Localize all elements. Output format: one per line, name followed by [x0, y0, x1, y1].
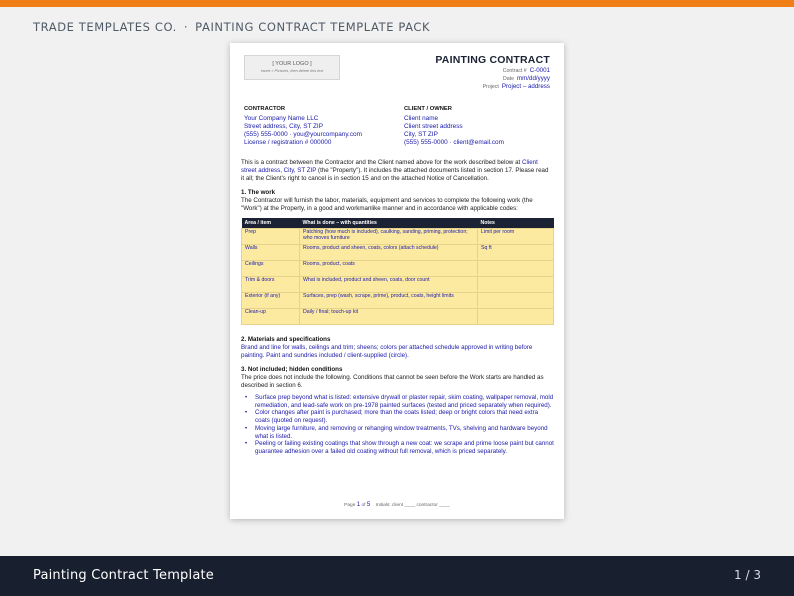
- brand-name: TRADE TEMPLATES CO.: [33, 20, 177, 34]
- contractor-block: [244, 106, 362, 147]
- table-row: Ceilings Rooms, product, coats: [242, 261, 554, 277]
- contract-number: Contract # C-0001: [502, 67, 550, 74]
- section-2-title: 2. Materials and specifications: [241, 336, 331, 343]
- logo-placeholder-label: [ YOUR LOGO ]: [272, 61, 312, 67]
- list-item: • Color changes after paint is purchased; more than the coats listed; deep or bright colors that need extra coats (quoted on request).: [254, 409, 554, 424]
- page-header: [33, 20, 430, 34]
- section-2-text: Brand and line for walls, ceilings and trim; sheens; colors per attached schedule approved in writing before painting. Paint and sundries included / client-supplied (circle).: [241, 344, 533, 359]
- client-city: City, ST ZIP: [404, 130, 438, 138]
- logo-placeholder: [244, 55, 340, 80]
- contract-project: Project Project – address: [482, 83, 550, 90]
- section-1-title: 1. The work: [241, 189, 276, 196]
- section-1: [241, 189, 553, 213]
- section-2: [241, 336, 553, 360]
- list-item: • Moving large furniture, and removing or rehanging window treatments, TVs, shelving and hardware beyond what is listed.: [254, 425, 554, 440]
- section-3-title: 3. Not included; hidden conditions: [241, 366, 343, 373]
- table-row: Prep Patching (how much is included), caulking, sanding, priming, protection; who moves furniture Limit per room: [242, 229, 554, 245]
- initials-line: Initials: client ____ contractor ____: [375, 503, 450, 508]
- column-header-area: Area / item: [242, 218, 300, 229]
- intro-paragraph: This is a contract between the Contractor and the Client named above for the work described below at Client street address, City, ST ZIP (the "Property"). It includes the attached documents listed in section 17. Please read it all; the Client's right to cancel is in section 15 and on the attached Notice of Cancellation.: [241, 159, 549, 182]
- contract-date: Date mm/dd/yyyy: [503, 75, 550, 82]
- document-footer: Page 1 of 5 Initials: client ____ contractor ____: [344, 501, 450, 508]
- contract-document-preview: [230, 43, 564, 519]
- slide-page-indicator: 1 / 3: [734, 568, 761, 582]
- list-item: • Peeling or failing existing coatings that show through a new coat: we scrape and prime loose paint but cannot guarantee adhesion over a failed old coating without full removal, which is priced separately.: [254, 440, 554, 455]
- table-row: Walls Rooms, product and sheen, coats, colors (attach schedule) Sq ft: [242, 245, 554, 261]
- section-3: [241, 366, 553, 390]
- work-table: [241, 218, 554, 325]
- column-header-notes: Notes: [478, 218, 554, 229]
- section-1-text: The Contractor will furnish the labor, materials, equipment and services to complete the following work (the "Work") at the Property, in a good and workmanlike manner and in accordance with applicable codes:: [241, 197, 533, 212]
- list-item: • Surface prep beyond what is listed: extensive drywall or plaster repair, skim coating, wallpaper removal, mold remediation, and lead-safe work on pre-1978 painted surfaces (tested and priced separately when required).: [254, 394, 554, 409]
- header-separator: ·: [183, 20, 189, 34]
- banner-title: Painting Contract Template: [33, 568, 214, 583]
- logo-placeholder-hint: Insert > Pictures, then delete this text: [260, 69, 324, 73]
- column-header-what: What is done – with quantities: [300, 218, 478, 229]
- contractor-license: License / registration # 000000: [244, 138, 332, 146]
- section-3-text: The price does not include the following. Conditions that cannot be seen before the Work starts are handled as described in section 6.: [241, 374, 544, 389]
- client-heading: CLIENT / OWNER: [404, 106, 452, 112]
- exclusions-list: [254, 394, 554, 456]
- client-block: [404, 106, 504, 147]
- top-accent-bar: [0, 0, 794, 7]
- work-table-header: [242, 218, 554, 229]
- product-name: PAINTING CONTRACT TEMPLATE PACK: [195, 20, 431, 34]
- contractor-company: Your Company Name LLC: [244, 114, 319, 122]
- table-row: Clean-up Daily / final; touch-up kit: [242, 309, 554, 325]
- table-row: Trim & doors What is included, product and sheen, coats, door count: [242, 277, 554, 293]
- client-name: Client name: [404, 114, 439, 122]
- document-title: PAINTING CONTRACT: [435, 54, 550, 66]
- page-total: 5: [366, 501, 371, 508]
- contractor-contact: (555) 555-0000 · you@yourcompany.com: [244, 130, 362, 138]
- page-number: 1: [356, 501, 361, 508]
- contractor-address: Street address, City, ST ZIP: [244, 122, 323, 130]
- bottom-banner: [0, 556, 794, 596]
- table-row: Exterior (if any) Surfaces, prep (wash, scrape, prime), product, coats, height limits: [242, 293, 554, 309]
- client-contact: (555) 555-0000 · client@email.com: [404, 138, 504, 146]
- client-street: Client street address: [404, 122, 463, 130]
- contractor-heading: CONTRACTOR: [244, 106, 286, 112]
